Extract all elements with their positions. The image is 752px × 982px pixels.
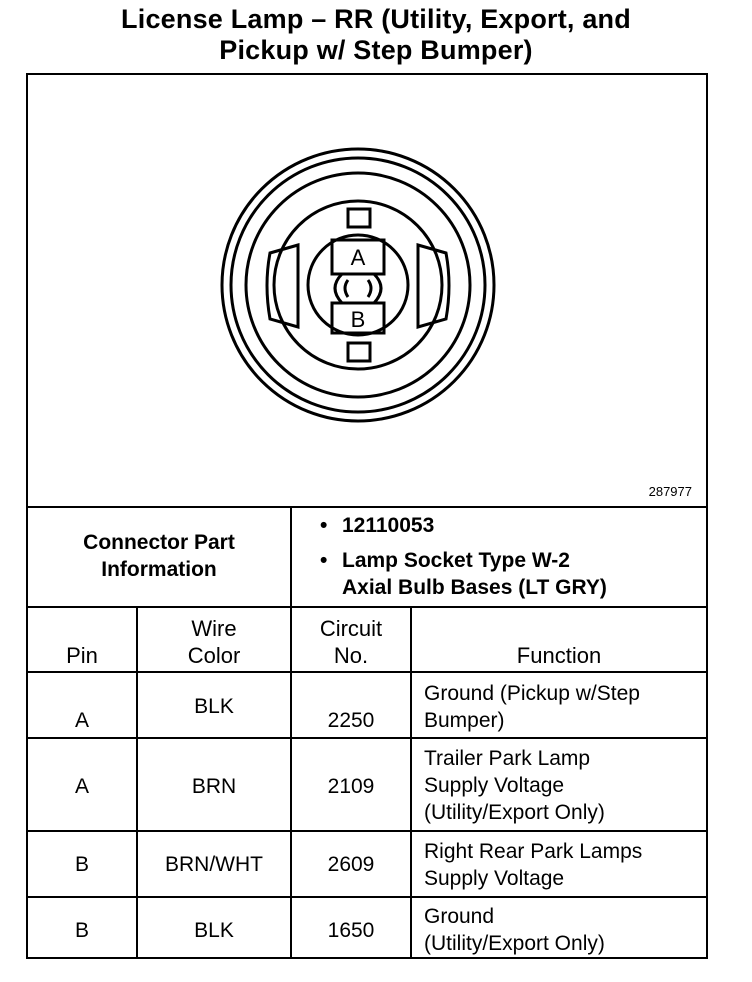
rule-figure-bottom (28, 506, 706, 508)
header-circuit-no: Circuit No. (319, 616, 383, 668)
second-ring (231, 158, 485, 412)
row-3-circuit: 2609 (327, 853, 375, 876)
row-1-function: Ground (Pickup w/Step Bumper) (424, 682, 640, 732)
row-3-pin: B (74, 853, 89, 876)
bullet-icon: • (320, 549, 328, 572)
connector-info-values (312, 512, 607, 609)
pin-a-label: A (350, 245, 366, 270)
row-3-function: Right Rear Park Lamps Supply Voltage (424, 840, 643, 890)
connector-frame (26, 73, 708, 959)
row-2-circuit: 2109 (327, 775, 375, 798)
socket-type-item: • Lamp Socket Type W-2 Axial Bulb Bases (LT GRY) (320, 549, 607, 599)
header-pin: Pin (66, 643, 98, 668)
top-key (348, 209, 370, 227)
connector-info-label: Connector Part Information (83, 531, 235, 581)
divider-info (290, 506, 292, 608)
pin-b-label: B (350, 307, 366, 332)
page-title (0, 4, 752, 66)
bullet-icon: • (320, 514, 328, 537)
title-line-2: Pickup w/ Step Bumper) (219, 35, 533, 65)
center-contact-detail (345, 280, 371, 297)
rule-header-bottom (28, 671, 706, 673)
row-4-wire: BLK (194, 919, 234, 942)
right-lock-tab (418, 245, 449, 327)
rule-row-3-bottom (28, 896, 706, 898)
bottom-key (348, 343, 370, 361)
connector-face-drawing (28, 75, 706, 507)
row-1-pin: A (74, 709, 89, 732)
figure-number: 287977 (648, 484, 692, 499)
row-2-wire: BRN (191, 775, 237, 798)
left-lock-tab (267, 245, 298, 327)
row-1-circuit: 2250 (327, 709, 375, 732)
outer-ring (222, 149, 494, 421)
header-wire-color: Wire Color (187, 616, 241, 668)
row-2-function: Trailer Park Lamp Supply Voltage (Utility/Export Only) (424, 747, 605, 824)
rule-row-2-bottom (28, 830, 706, 832)
title-line-1: License Lamp – RR (Utility, Export, and (121, 4, 631, 34)
row-3-wire: BRN/WHT (165, 853, 263, 876)
row-4-pin: B (74, 919, 89, 942)
header-function: Function (516, 643, 602, 668)
row-4-function: Ground (Utility/Export Only) (424, 905, 605, 955)
part-number-item: • 12110053 (320, 514, 435, 537)
row-2-pin: A (74, 775, 89, 798)
row-1-wire: BLK (194, 695, 234, 718)
center-contact (335, 274, 381, 303)
third-ring (246, 173, 470, 397)
rule-row-1-bottom (28, 737, 706, 739)
connector-figure (28, 75, 706, 507)
row-4-circuit: 1650 (327, 919, 375, 942)
